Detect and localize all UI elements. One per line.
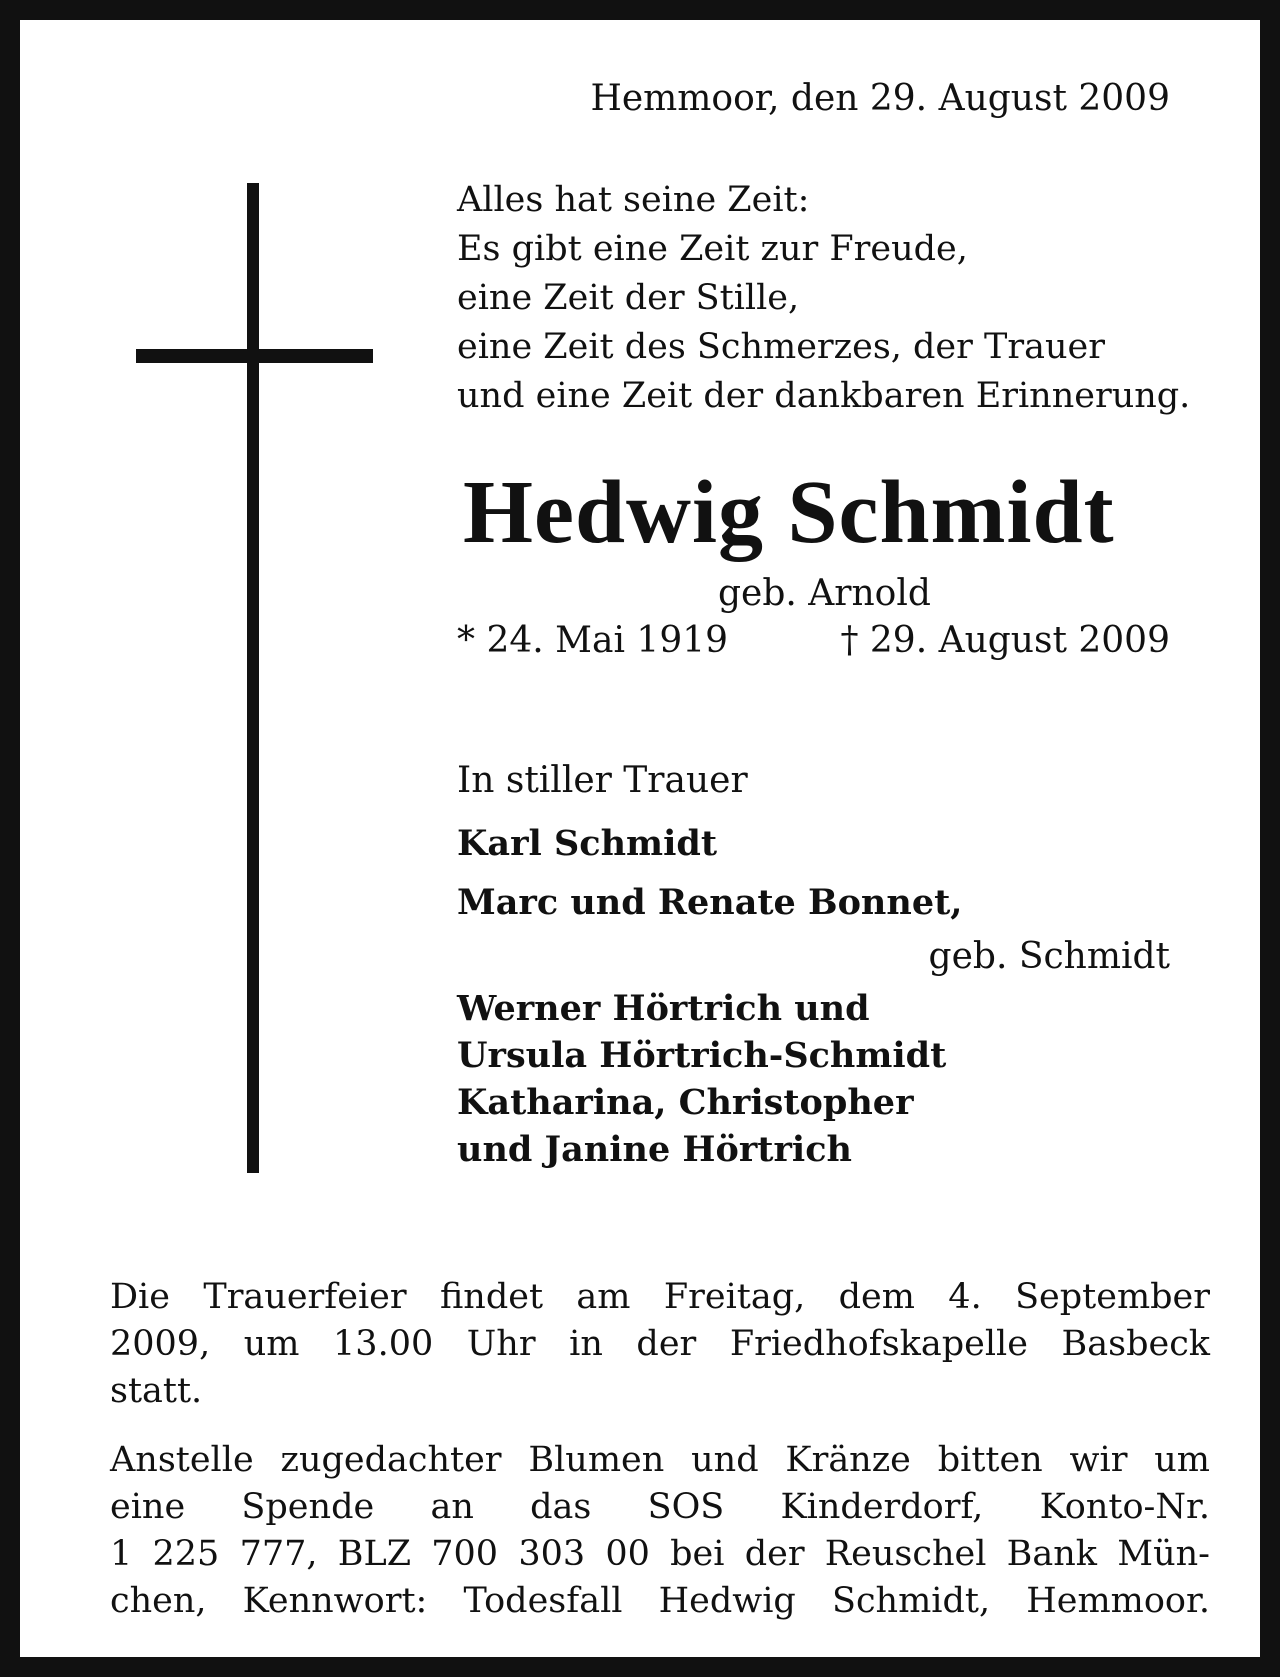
quote-line: und eine Zeit der dankbaren Erinnerung.: [457, 376, 1191, 416]
funeral-paragraph: [110, 1274, 1210, 1415]
quote-block: [457, 176, 1190, 421]
mourner-name: und Janine Hörtrich: [457, 1129, 852, 1170]
funeral-line: 2009, um 13.00 Uhr in der Friedhofskapelle Basbeck: [110, 1324, 1210, 1364]
deceased-name: Hedwig Schmidt: [463, 463, 1115, 562]
funeral-line: Die Trauerfeier findet am Freitag, dem 4. September: [110, 1277, 1210, 1317]
donation-line: Anstelle zugedachter Blumen und Kränze bitten wir um: [110, 1440, 1210, 1480]
mourner-name: Marc und Renate Bonnet,: [457, 882, 963, 923]
cross-vertical-bar: [247, 183, 259, 1173]
mourner-name: Katharina, Christopher: [457, 1082, 914, 1123]
cross-horizontal-bar: [136, 349, 373, 363]
birth-name: geb. Arnold: [718, 573, 931, 614]
quote-line: eine Zeit des Schmerzes, der Trauer: [457, 327, 1105, 367]
quote-line: eine Zeit der Stille,: [457, 278, 800, 318]
donation-line: 1 225 777, BLZ 700 303 00 bei der Reuschel Bank Mün-: [110, 1534, 1210, 1574]
mourner-name: Ursula Hörtrich-Schmidt: [457, 1035, 947, 1076]
donation-line: chen, Kennwort: Todesfall Hedwig Schmidt, Hemmoor.: [110, 1581, 1210, 1621]
mourner-name: Karl Schmidt: [457, 823, 718, 864]
mourner-name: Werner Hörtrich und: [457, 988, 870, 1029]
birth-date: * 24. Mai 1919: [457, 620, 729, 661]
quote-line: Alles hat seine Zeit:: [457, 180, 810, 220]
death-date: † 29. August 2009: [840, 620, 1170, 661]
mourning-heading: In stiller Trauer: [457, 760, 748, 801]
place-date: Hemmoor, den 29. August 2009: [590, 78, 1170, 119]
donation-line: eine Spende an das SOS Kinderdorf, Konto-Nr.: [110, 1487, 1210, 1527]
mourner-birth-name: geb. Schmidt: [928, 936, 1170, 977]
donation-paragraph: [110, 1437, 1210, 1625]
funeral-line: statt.: [110, 1371, 203, 1411]
quote-line: Es gibt eine Zeit zur Freude,: [457, 229, 968, 269]
